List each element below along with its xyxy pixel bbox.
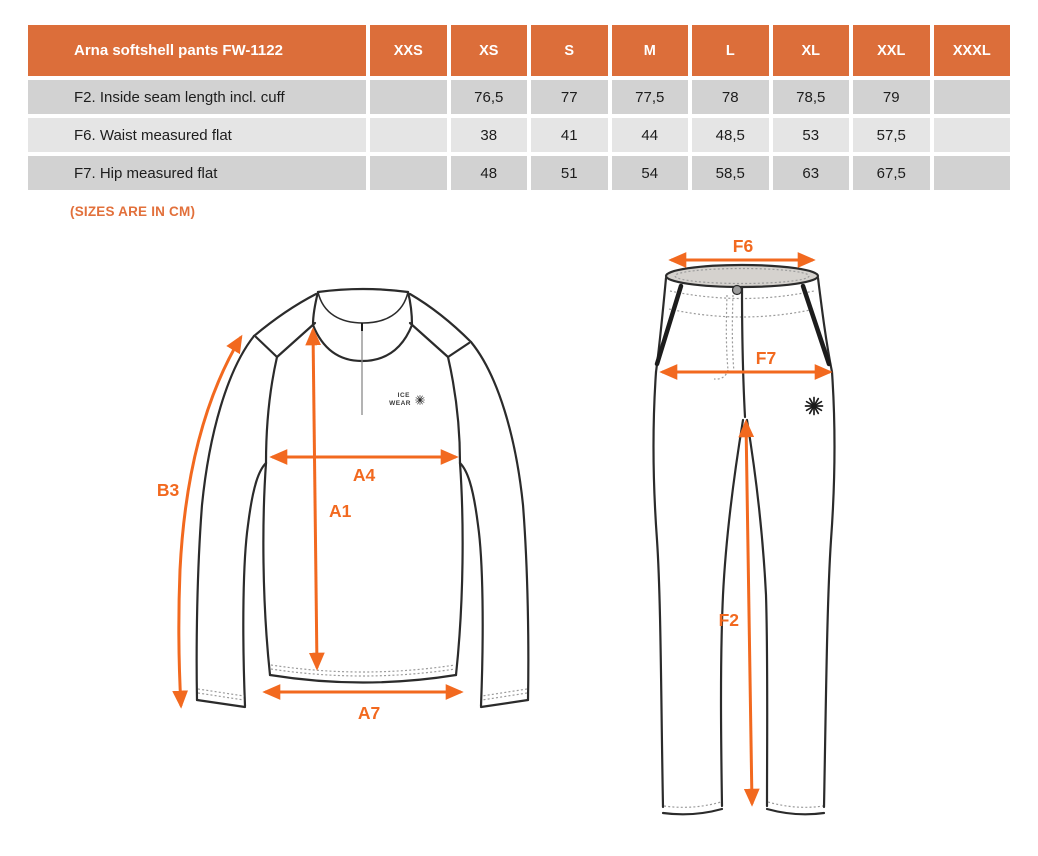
size-header-l: L — [692, 25, 769, 76]
svg-text:ICE: ICE — [397, 392, 410, 399]
snowflake-icon — [415, 395, 424, 404]
cell-f6-xs: 38 — [451, 118, 528, 152]
size-header-xl: XL — [773, 25, 850, 76]
f2-label: F2 — [718, 610, 739, 630]
jacket-measurement-diagram — [140, 230, 600, 760]
cell-f2-xxs — [370, 80, 447, 114]
size-table — [28, 25, 1010, 190]
pants-outline — [653, 265, 834, 814]
cell-f2-l: 78 — [692, 80, 769, 114]
a1-length-arrow — [313, 330, 317, 668]
cell-f6-m: 44 — [612, 118, 689, 152]
jacket-measure-arrows — [157, 330, 461, 723]
f2-inseam-arrow — [746, 422, 752, 804]
cell-f6-xxl: 57,5 — [853, 118, 930, 152]
cell-f7-xl: 63 — [773, 156, 850, 190]
cell-f6-xxxl — [934, 118, 1011, 152]
size-header-xs: XS — [451, 25, 528, 76]
size-header-m: M — [612, 25, 689, 76]
size-header-s: S — [531, 25, 608, 76]
size-header-xxxl: XXXL — [934, 25, 1011, 76]
pants-measurement-diagram — [620, 230, 930, 850]
a4-label: A4 — [352, 465, 376, 485]
cell-f2-xl: 78,5 — [773, 80, 850, 114]
pants-measure-arrows — [662, 236, 830, 804]
cell-f6-xxs — [370, 118, 447, 152]
icewear-logo — [389, 392, 425, 407]
cell-f2-xxl: 79 — [853, 80, 930, 114]
size-header-xxl: XXL — [853, 25, 930, 76]
cell-f7-m: 54 — [612, 156, 689, 190]
a1-label: A1 — [329, 501, 352, 521]
waist-button — [733, 286, 742, 295]
f7-label: F7 — [755, 348, 777, 368]
cell-f2-xs: 76,5 — [451, 80, 528, 114]
cell-f7-xs: 48 — [451, 156, 528, 190]
product-title-cell: Arna softshell pants FW-1122 — [28, 25, 366, 76]
svg-text:WEAR: WEAR — [389, 400, 411, 407]
b3-label: B3 — [156, 480, 180, 500]
f6-label: F6 — [732, 236, 754, 256]
cell-f6-l: 48,5 — [692, 118, 769, 152]
cell-f7-xxxl — [934, 156, 1011, 190]
cell-f7-s: 51 — [531, 156, 608, 190]
a7-label: A7 — [357, 703, 381, 723]
row-label-f7: F7. Hip measured flat — [28, 156, 366, 190]
cell-f7-xxl: 67,5 — [853, 156, 930, 190]
cell-f2-s: 77 — [531, 80, 608, 114]
collar-inside — [318, 289, 408, 323]
jacket-outline — [197, 289, 529, 707]
cell-f7-l: 58,5 — [692, 156, 769, 190]
row-label-f2: F2. Inside seam length incl. cuff — [28, 80, 366, 114]
size-header-xxs: XXS — [370, 25, 447, 76]
sizes-unit-note: (SIZES ARE IN CM) — [70, 204, 196, 219]
cell-f2-m: 77,5 — [612, 80, 689, 114]
b3-sleeve-arrow — [179, 337, 241, 706]
cell-f6-s: 41 — [531, 118, 608, 152]
cell-f2-xxxl — [934, 80, 1011, 114]
row-label-f6: F6. Waist measured flat — [28, 118, 366, 152]
cell-f6-xl: 53 — [773, 118, 850, 152]
cell-f7-xxs — [370, 156, 447, 190]
snowflake-icon — [806, 398, 823, 415]
